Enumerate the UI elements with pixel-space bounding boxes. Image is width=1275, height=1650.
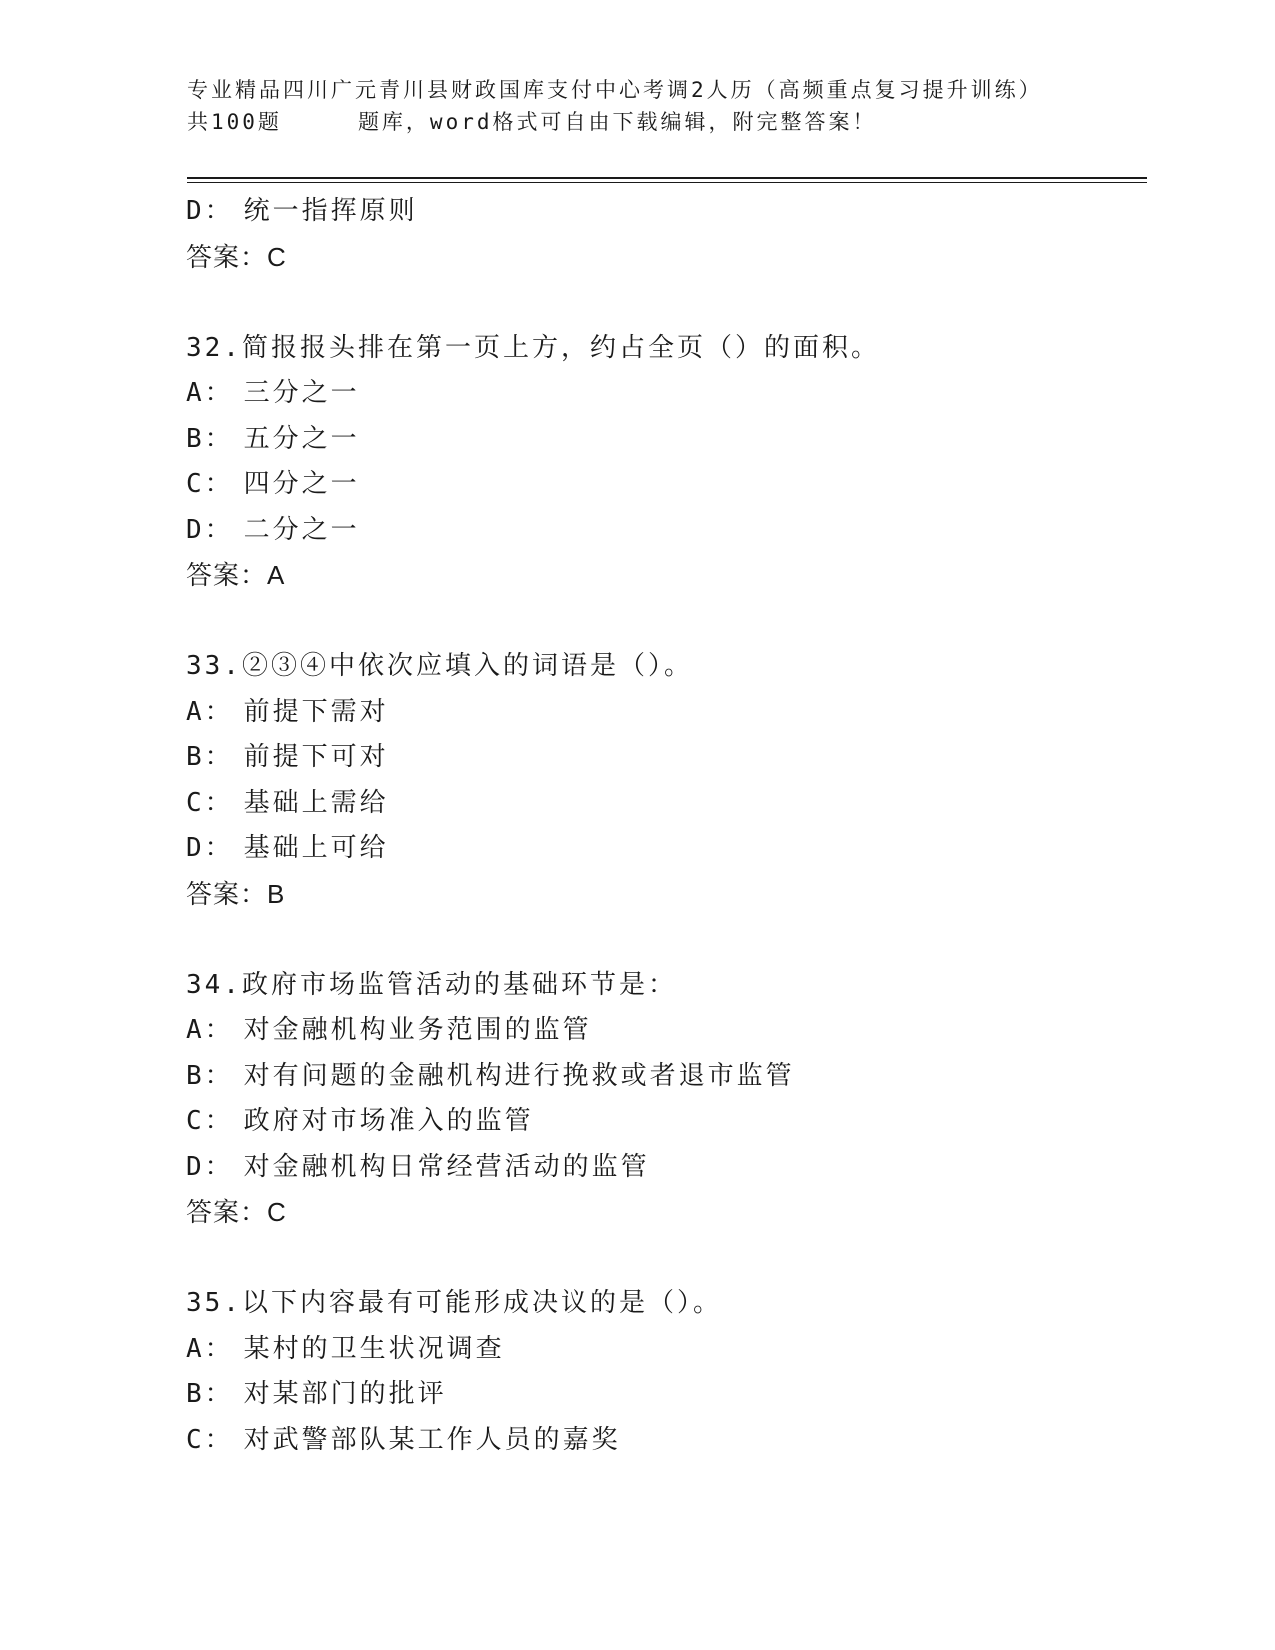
option-label: B：: [186, 1060, 234, 1091]
option-a: [186, 371, 1146, 417]
option-text: 对金融机构业务范围的监管: [243, 1015, 592, 1045]
option-text: 三分之一: [243, 378, 360, 408]
option-d: [186, 1145, 1146, 1191]
question-text: 35.以下内容最有可能形成决议的是（）。: [186, 1288, 722, 1318]
answer-line: 答案：C: [186, 1197, 287, 1227]
option-label: D：: [186, 514, 234, 545]
option-label: D：: [186, 196, 234, 226]
document-subtitle: [187, 106, 1147, 138]
option-c: [186, 1099, 1146, 1145]
option-label: B：: [186, 1379, 234, 1409]
option-label: D：: [186, 1151, 234, 1182]
question-text: 32.简报报头排在第一页上方，约占全页（）的面积。: [186, 332, 880, 363]
option-c: [186, 462, 1146, 508]
option-label: C：: [186, 787, 234, 818]
option-text: 对某部门的批评: [243, 1379, 447, 1409]
question-block-32: [186, 326, 1146, 599]
option-label: B：: [186, 742, 234, 772]
option-a: [186, 690, 1146, 736]
format-note: 题库，word格式可自由下载编辑，附完整答案！: [357, 110, 877, 134]
header-divider-thin: [187, 182, 1147, 183]
option-label: D：: [186, 833, 234, 863]
option-label: C：: [186, 1106, 234, 1136]
option-label: A：: [186, 696, 234, 727]
option-d: [186, 508, 1146, 554]
document-title: 专业精品四川广元青川县财政国库支付中心考调2人历（高频重点复习提升训练）: [187, 78, 1043, 102]
question-list: [186, 189, 1146, 1463]
option-text: 统一指挥原则: [243, 196, 418, 226]
question-text: 33.②③④中依次应填入的词语是（）。: [186, 651, 693, 681]
option-c: [186, 1418, 1146, 1464]
option-text: 五分之一: [243, 423, 360, 454]
option-a: [186, 1008, 1146, 1054]
option-label: A：: [186, 1015, 234, 1045]
option-b: [186, 735, 1146, 781]
option-b: [186, 1372, 1146, 1418]
option-text: 某村的卫生状况调查: [243, 1333, 505, 1364]
option-label: A：: [186, 1333, 234, 1364]
option-text: 对有问题的金融机构进行挽救或者退市监管: [243, 1060, 795, 1091]
option-a: [186, 1327, 1146, 1373]
option-text: 对金融机构日常经营活动的监管: [243, 1151, 650, 1182]
question-text: 34.政府市场监管活动的基础环节是：: [186, 969, 677, 1000]
option-text: 基础上需给: [243, 787, 389, 818]
option-label: C：: [186, 469, 234, 499]
question-block-34: [186, 963, 1146, 1236]
question-block-35: [186, 1281, 1146, 1463]
question-block-33: [186, 644, 1146, 917]
option-text: 前提下可对: [243, 742, 389, 772]
option-c: [186, 781, 1146, 827]
option-text: 四分之一: [243, 469, 360, 499]
option-d: [186, 826, 1146, 872]
header-divider: [187, 177, 1147, 179]
page-header: [187, 74, 1147, 138]
option-text: 前提下需对: [243, 696, 389, 727]
option-label: B：: [186, 423, 234, 454]
option-text: 对武警部队某工作人员的嘉奖: [243, 1424, 621, 1455]
answer-line: 答案：A: [186, 560, 286, 590]
option-label: C：: [186, 1424, 234, 1455]
question-count: 共100题: [187, 110, 282, 134]
option-label: A：: [186, 378, 234, 408]
option-text: 二分之一: [243, 514, 360, 545]
option-b: [186, 417, 1146, 463]
option-d: [186, 189, 1146, 235]
option-text: 政府对市场准入的监管: [243, 1106, 534, 1136]
option-text: 基础上可给: [243, 833, 389, 863]
answer-line: 答案：C: [186, 241, 287, 272]
answer-line: 答案：B: [186, 878, 286, 909]
option-b: [186, 1054, 1146, 1100]
